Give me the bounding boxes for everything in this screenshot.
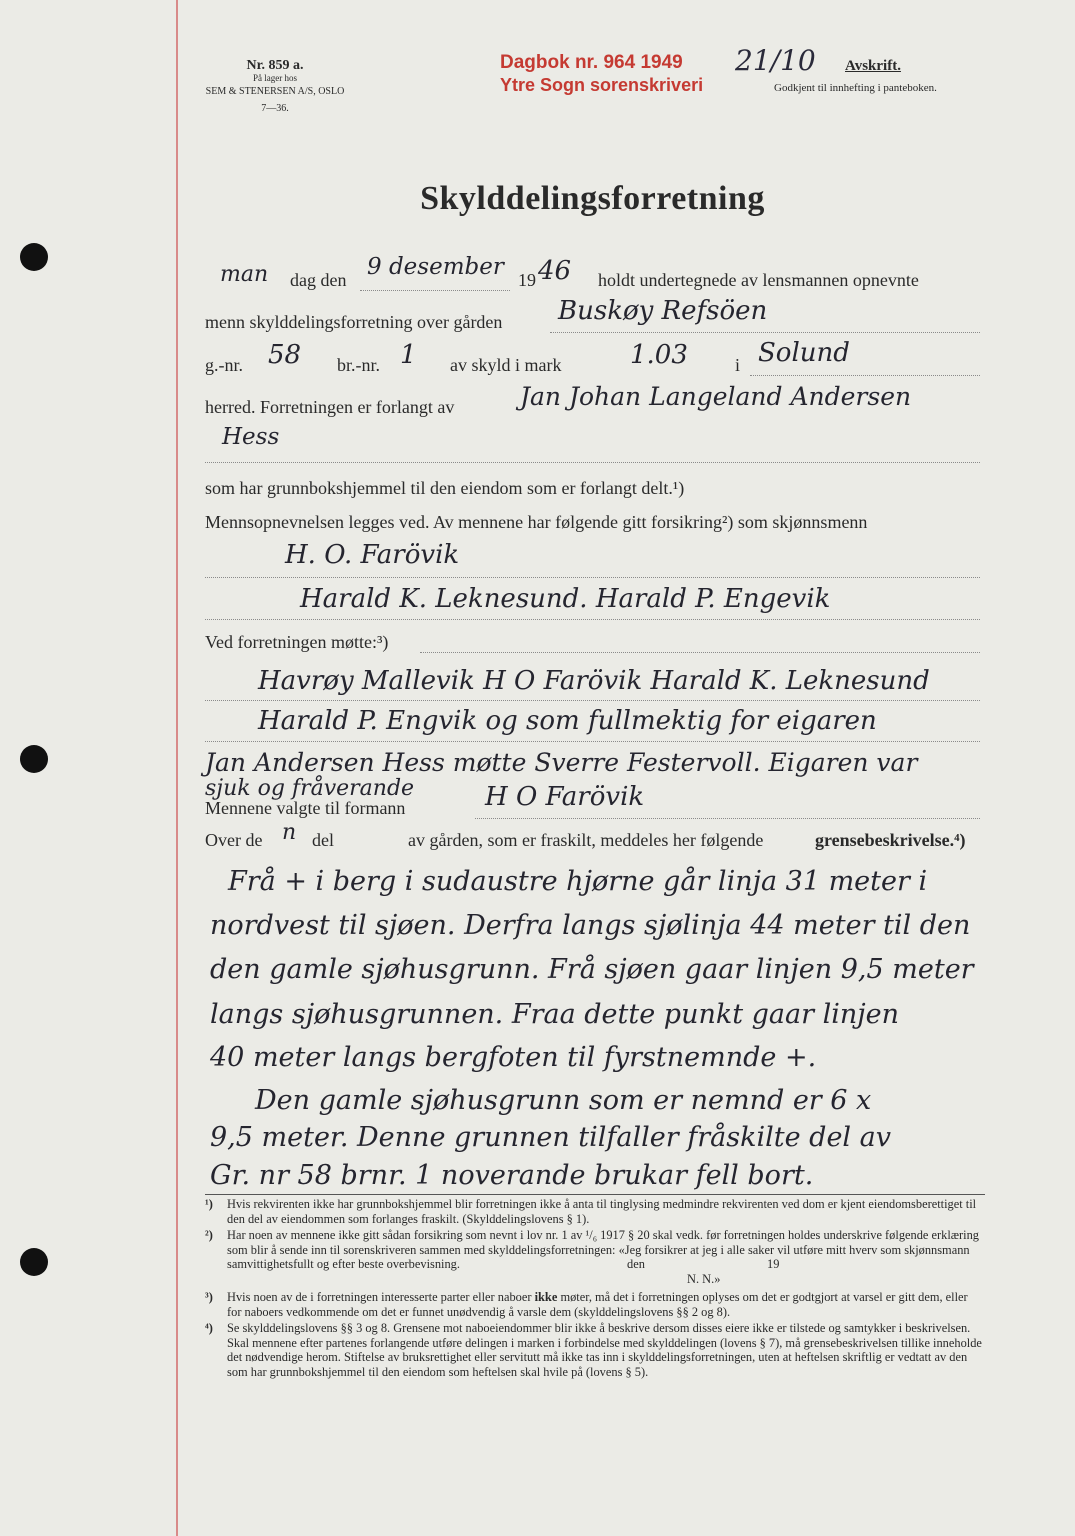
footnote-bold: ikke: [534, 1289, 558, 1304]
boundary-handwritten-suffix: n: [282, 820, 297, 845]
avskrift-label: Avskrift.: [845, 58, 901, 74]
footnote-text: Hvis noen av de i forretningen interesserte parter eller naboer: [227, 1289, 532, 1304]
stamp-line-2: Ytre Sogn sorenskriveri: [500, 75, 704, 95]
footnote-signature-line: [227, 1256, 985, 1287]
date-handwritten: 9 desember: [367, 254, 504, 280]
description-line: Gr. nr 58 brnr. 1 noverande brukar fell bort.: [210, 1160, 814, 1191]
attendees-label: Ved forretningen møtte:³): [205, 632, 389, 652]
registry-stamp: [500, 52, 703, 96]
stamp-line-1: Dagbok nr. 964 1949: [500, 52, 683, 73]
attendees-line-4: sjuk og fråverande: [205, 776, 415, 801]
handwritten-date: 21/10: [735, 44, 816, 77]
fill-line: [420, 652, 980, 653]
fill-line: [205, 700, 980, 701]
municipality-handwritten: Solund: [758, 338, 850, 368]
footnote-text: Har noen av mennene ikke gitt sådan forsikring som nevnt i lov nr. 1 av ¹/₆ 1917 § 20 skal vedk. før forretningen holdes underskrive følgende erklæring som blir å sende inn til sorenskriveren sammen med skylddelingsforretningen: «Jeg forsikrer at jeg i alle saker vil utføre mitt hverv som skjønnsmann samvittighetsfullt og efter beste overbevisning.: [227, 1228, 979, 1272]
fill-line: [550, 332, 980, 333]
footnote-den: den: [627, 1256, 645, 1271]
requester-place-handwritten: Hess: [222, 424, 280, 450]
chairman-handwritten: H O Farövik: [485, 782, 645, 812]
grunnbok-text: som har grunnbokshjemmel til den eiendom som er forlangt delt.¹): [205, 478, 685, 498]
footnote-marker: ¹): [205, 1197, 213, 1211]
footnote-3: [205, 1290, 985, 1319]
fill-line: [360, 290, 510, 291]
footnote-marker: ⁴): [205, 1321, 213, 1336]
description-line: den gamle sjøhusgrunn. Frå sjøen gaar linjen 9,5 meter: [210, 954, 974, 985]
footnote-marker: ³): [205, 1289, 213, 1304]
gnr-handwritten: 58: [268, 340, 302, 370]
footnote-4: [205, 1321, 985, 1379]
attendees-line-2: Harald P. Engvik og som fullmektig for eigaren: [258, 706, 877, 736]
year-handwritten: 46: [538, 256, 572, 286]
footnote-2: [205, 1228, 985, 1287]
footnote-text: møter, må det i forretningen oplyses om det er godtgjort at varsel er gitt dem, eller for naboers vedkommende om det er funnet unødvendig å varsle dem (skylddelingslovens §§ 2 og 8).: [227, 1289, 968, 1319]
i-label: i: [735, 355, 741, 375]
punch-hole: [20, 745, 48, 773]
boundary-label-bold: grensebeskrivelse.⁴): [815, 830, 966, 850]
fill-line: [205, 619, 980, 620]
requester-handwritten: Jan Johan Langeland Andersen: [520, 382, 912, 411]
fill-line: [205, 462, 980, 463]
weekday-handwritten: man: [220, 262, 269, 287]
document-title: Skylddelingsforretning: [420, 180, 765, 217]
publisher-note: På lager hos: [253, 73, 297, 83]
farm-label: menn skylddelingsforretning over gården: [205, 312, 503, 332]
requester-label: herred. Forretningen er forlangt av: [205, 397, 455, 417]
boundary-label-b: del: [312, 830, 334, 850]
boundary-label-a: Over de: [205, 830, 263, 850]
attendees-line-3: Jan Andersen Hess møtte Sverre Festervoll. Eigaren var: [205, 748, 918, 777]
appraisers-text: Mennsopnevnelsen legges ved. Av mennene har følgende gitt forsikring²) som skjønnsmenn: [205, 512, 868, 532]
fill-line: [205, 741, 980, 742]
appraisers-2-handwritten: Harald K. Leknesund. Harald P. Engevik: [300, 584, 831, 614]
description-line: Frå + i berg i sudaustre hjørne går linja 31 meter i: [228, 866, 928, 897]
fill-line: [750, 375, 980, 376]
description-line: 40 meter langs bergfoten til fyrstnemnde +.: [210, 1042, 817, 1073]
description-line: nordvest til sjøen. Derfra langs sjølinja 44 meter til den: [210, 910, 971, 941]
footnote-1: [205, 1197, 985, 1226]
approval-note: Godkjent til innhefting i panteboken.: [774, 82, 937, 94]
footnote-divider: [205, 1194, 985, 1195]
punch-hole: [20, 243, 48, 271]
appraiser-1-handwritten: H. O. Farövik: [285, 540, 460, 570]
form-number-block: [205, 58, 345, 115]
footnote-text: Se skylddelingslovens §§ 3 og 8. Grensene mot naboeiendommer blir ikke å beskrive dersom disses eiere ikke er tilstede og samtykker i beskrivelsen. Skal mennene efter partenes forlangende utføre delingen i marken i forbindelse med skylddelingen (lovens § 7), må grensebeskrivelsen tillike inneholde det nødvendige herom. Stiftelse av bruksrettighet eller servitutt må ikke tas inn i skylddelingsforretningen, uten at heftelsen skriftlig er vedtatt av den som har grunnbokshjemmel til den eiendom som heftelsen skal hvile på (lovens § 5).: [227, 1321, 982, 1379]
attendees-line-1: Havrøy Mallevik H O Farövik Harald K. Leknesund: [258, 666, 930, 696]
skyld-handwritten: 1.03: [630, 340, 688, 370]
fill-line: [205, 577, 980, 578]
bnr-label: br.-nr.: [337, 355, 380, 375]
fill-line: [475, 818, 980, 819]
footnote-text: Hvis rekvirenten ikke har grunnbokshjemmel blir forretningen ikke å anta til tinglysing medmindre rekvirenten ved dom er kjent eiendomsberettiget til den del av eiendommen som forlanges fraskilt. (Skylddelingslovens § 1).: [227, 1197, 977, 1226]
bnr-handwritten: 1: [400, 340, 417, 370]
skyld-label: av skyld i mark: [450, 355, 562, 375]
footnote-nn: N. N.»: [687, 1271, 721, 1286]
footnotes: [205, 1197, 985, 1382]
form-code: 7—36.: [261, 103, 289, 114]
opening-text: holdt undertegnede av lensmannen opnevnte: [598, 270, 919, 290]
description-line: Den gamle sjøhusgrunn som er nemnd er 6 x: [255, 1085, 872, 1116]
year-prefix: 19: [518, 270, 536, 290]
form-number: Nr. 859 a.: [246, 58, 304, 73]
chairman-label: Mennene valgte til formann: [205, 798, 406, 818]
margin-line: [176, 0, 178, 1536]
publisher: SEM & STENERSEN A/S, OSLO: [205, 86, 345, 97]
date-label: dag den: [290, 270, 347, 290]
footnote-marker: ²): [205, 1228, 213, 1243]
footnote-year: 19: [767, 1256, 780, 1271]
description-line: langs sjøhusgrunnen. Fraa dette punkt gaar linjen: [210, 999, 900, 1030]
farm-name-handwritten: Buskøy Refsöen: [558, 296, 768, 326]
description-line: 9,5 meter. Denne grunnen tilfaller fråskilte del av: [210, 1122, 891, 1153]
punch-hole: [20, 1248, 48, 1276]
boundary-label-c: av gården, som er fraskilt, meddeles her følgende: [408, 830, 764, 850]
gnr-label: g.-nr.: [205, 355, 243, 375]
